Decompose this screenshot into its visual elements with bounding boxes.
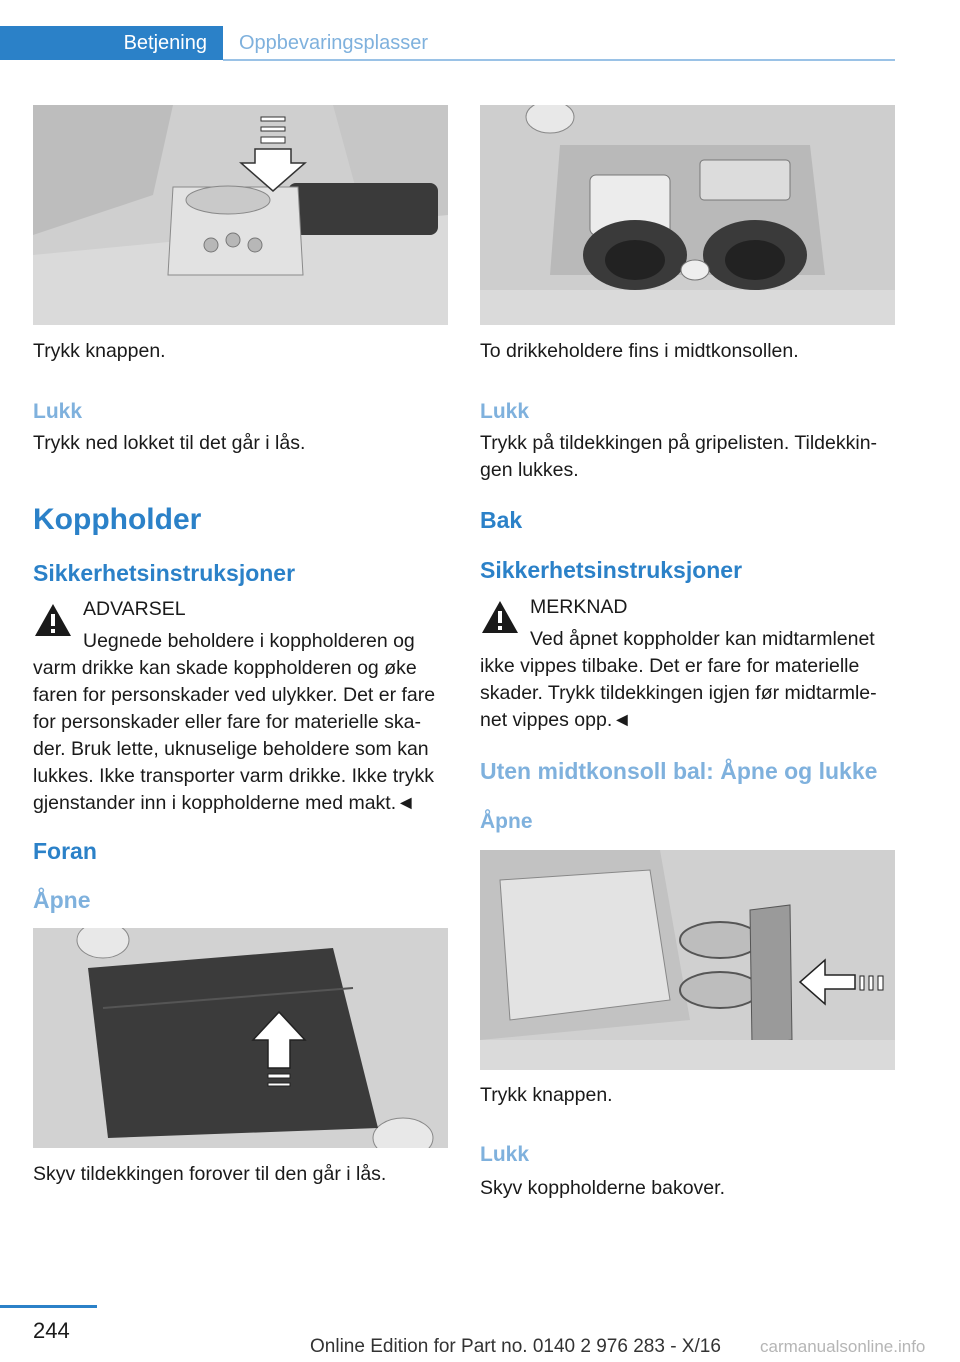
notice-line: net vippes opp.◄: [480, 709, 632, 731]
notice-line: skader. Trykk tildekkingen igjen før midtarmle-: [480, 682, 877, 704]
close-text: Trykk ned lokket til det går i lås.: [33, 432, 306, 454]
front-heading: Foran: [33, 838, 97, 864]
notice-line: Ved åpnet koppholder kan midtarmlenet: [530, 628, 875, 650]
close-line: Trykk på tildekkingen på gripelisten. Tildekkin-: [480, 432, 878, 454]
close-text-right-2: Skyv koppholderne bakover.: [480, 1177, 725, 1199]
open-label-right: Åpne: [480, 810, 533, 833]
subheading-without-console: Uten midtkonsoll bal: Åpne og lukke: [480, 758, 878, 784]
header-rule: [223, 59, 895, 61]
warning-line: lukkes. Ikke transporter varm drikke. Ikke trykk: [33, 765, 434, 787]
warning-line: faren for personskader ved ulykker. Det er fare: [33, 684, 436, 706]
notice-title: MERKNAD: [530, 596, 628, 618]
footer-rule: [0, 1305, 97, 1308]
edition-text: Online Edition for Part no. 0140 2 976 283 - X/16: [310, 1336, 721, 1357]
watermark: carmanualsonline.info: [760, 1337, 926, 1356]
warning-line: Uegnede beholdere i koppholderen og: [83, 630, 415, 652]
caption-two-cupholders: To drikkeholdere fins i midtkonsollen.: [480, 340, 799, 362]
warning-line: der. Bruk lette, uknuselige beholdere som kan: [33, 738, 429, 760]
page-header: [0, 0, 895, 62]
cupholders-illustration: [480, 105, 895, 325]
caption-press-button: Trykk knappen.: [33, 340, 166, 362]
close-line: gen lukkes.: [480, 459, 579, 481]
subsection-tab: Oppbevaringsplasser: [239, 32, 428, 54]
warning-line: gjenstander inn i koppholderne med makt.◄: [33, 792, 416, 814]
rear-heading: Bak: [480, 507, 523, 533]
notice-line: ikke vippes tilbake. Det er fare for materielle: [480, 655, 860, 677]
warning-line: for personskader eller fare for materielle ska-: [33, 711, 421, 733]
warning-title: ADVARSEL: [83, 598, 186, 620]
page-number: 244: [33, 1318, 70, 1343]
section-heading: Koppholder: [33, 503, 202, 536]
close-label-right: Lukk: [480, 400, 530, 423]
close-text-right: [480, 430, 895, 484]
safety-heading: Sikkerhetsinstruksjoner: [33, 560, 296, 586]
close-label-right-2: Lukk: [480, 1143, 530, 1166]
rear-cupholder-illustration: [480, 850, 895, 1070]
safety-heading-right: Sikkerhetsinstruksjoner: [480, 557, 743, 583]
notice-text: [480, 626, 895, 734]
caption-slide-cover: Skyv tildekkingen forover til den går i lås.: [33, 1163, 387, 1185]
warning-text: [33, 628, 448, 817]
section-tab: Betjening: [0, 26, 223, 60]
caption-press-button-right: Trykk knappen.: [480, 1084, 613, 1106]
armrest-button-illustration: [33, 105, 448, 325]
close-label: Lukk: [33, 400, 83, 423]
open-label: Åpne: [33, 887, 91, 913]
cover-slide-illustration: [33, 928, 448, 1148]
warning-line: varm drikke kan skade koppholderen og øke: [33, 657, 417, 679]
